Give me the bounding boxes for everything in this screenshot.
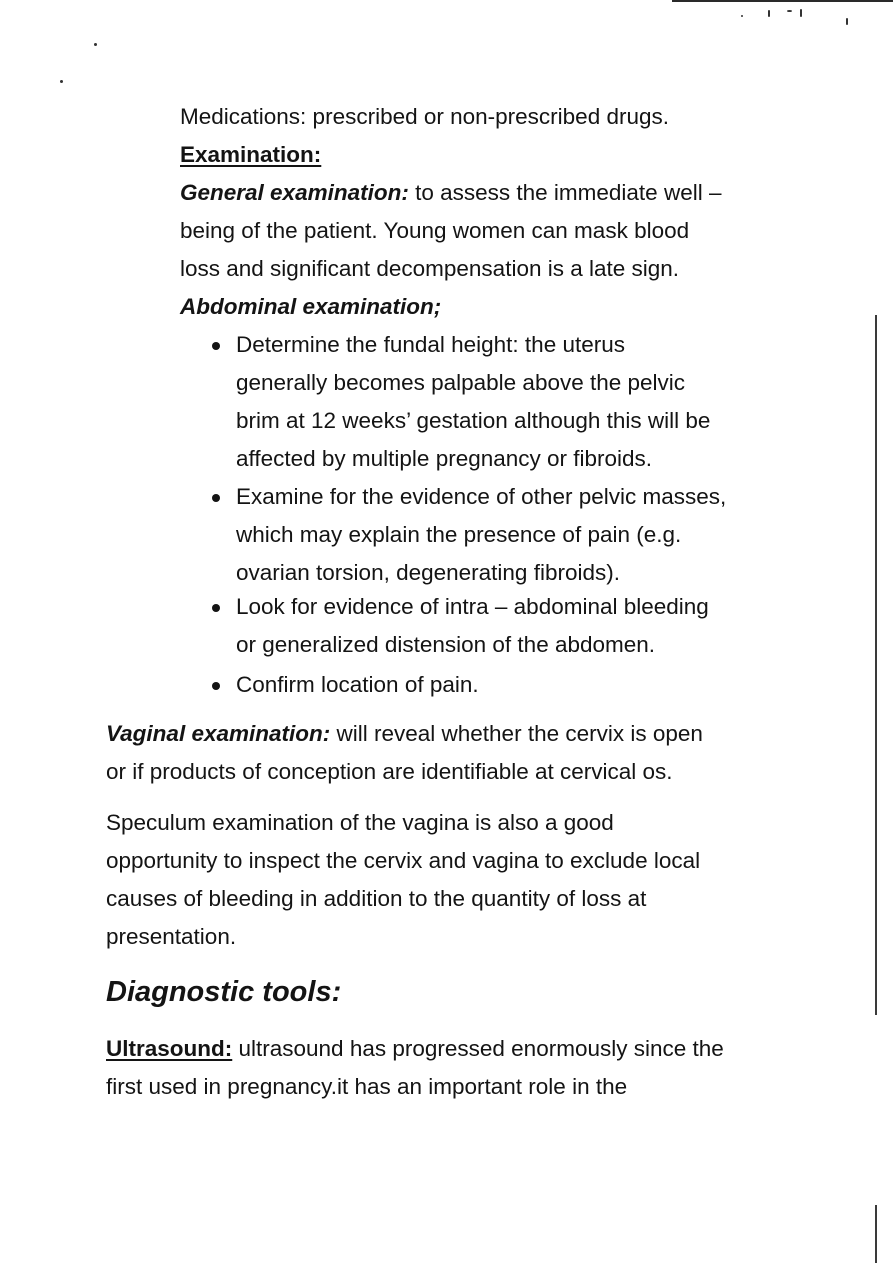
bullet-1-line-1: Determine the fundal height: the uterus [236, 332, 625, 357]
speculum-line-4: presentation. [106, 924, 237, 949]
bullet-2-line-2: which may explain the presence of pain (e.g. [236, 522, 682, 547]
bullet-4-line-1: Confirm location of pain. [236, 672, 479, 697]
speculum-line-1: Speculum examination of the vagina is also a good [106, 810, 614, 835]
general-exam-line-3: loss and significant decompensation is a late sign. [180, 256, 680, 281]
ultrasound-line-2: first used in pregnancy.it has an important role in the [106, 1074, 628, 1099]
scan-speck [787, 10, 792, 12]
bullet-dot [212, 342, 220, 350]
bullet-3-line-2: or generalized distension of the abdomen. [236, 632, 656, 657]
bullet-2-line-3: ovarian torsion, degenerating fibroids). [236, 560, 620, 585]
general-exam-line-2: being of the patient. Young women can mask blood [180, 218, 690, 243]
vaginal-exam-line-1 [106, 715, 703, 753]
scan-edge-top [672, 0, 893, 2]
vaginal-exam-line-2: or if products of conception are identifiable at cervical os. [106, 759, 673, 784]
scan-speck [60, 80, 63, 83]
general-exam-label: General examination: [180, 180, 409, 205]
scan-edge-right-bottom [875, 1205, 877, 1263]
ultrasound-line-1 [106, 1030, 724, 1068]
speculum-line-3: causes of bleeding in addition to the quantity of loss at [106, 886, 647, 911]
bullet-2-line-1: Examine for the evidence of other pelvic masses, [236, 484, 727, 509]
ultrasound-text: ultrasound has progressed enormously since the [232, 1036, 724, 1061]
bullet-1-line-4: affected by multiple pregnancy or fibroids. [236, 446, 653, 471]
scan-speck [94, 43, 97, 46]
diagnostic-tools-heading: Diagnostic tools: [106, 976, 342, 1008]
bullet-dot [212, 494, 220, 502]
scan-speck [846, 18, 848, 25]
scan-speck [800, 9, 802, 17]
abdominal-exam-heading: Abdominal examination; [180, 294, 442, 319]
bullet-3-line-1: Look for evidence of intra – abdominal bleeding [236, 594, 709, 619]
scan-speck [768, 10, 770, 17]
vaginal-exam-label: Vaginal examination: [106, 721, 331, 746]
general-exam-text: to assess the immediate well – [408, 180, 722, 205]
scan-speck [741, 15, 743, 17]
bullet-dot [212, 682, 220, 690]
general-exam-line-1 [180, 174, 721, 212]
bullet-1-line-2: generally becomes palpable above the pelvic [236, 370, 686, 395]
bullet-dot [212, 604, 220, 612]
bullet-1-line-3: brim at 12 weeks’ gestation although this will be [236, 408, 711, 433]
scan-edge-right [875, 315, 877, 1015]
vaginal-exam-text: will reveal whether the cervix is open [330, 721, 703, 746]
ultrasound-label: Ultrasound: [106, 1036, 233, 1061]
medications-line: Medications: prescribed or non-prescribed drugs. [180, 104, 669, 129]
speculum-line-2: opportunity to inspect the cervix and vagina to exclude local [106, 848, 701, 873]
examination-heading: Examination: [180, 142, 322, 167]
